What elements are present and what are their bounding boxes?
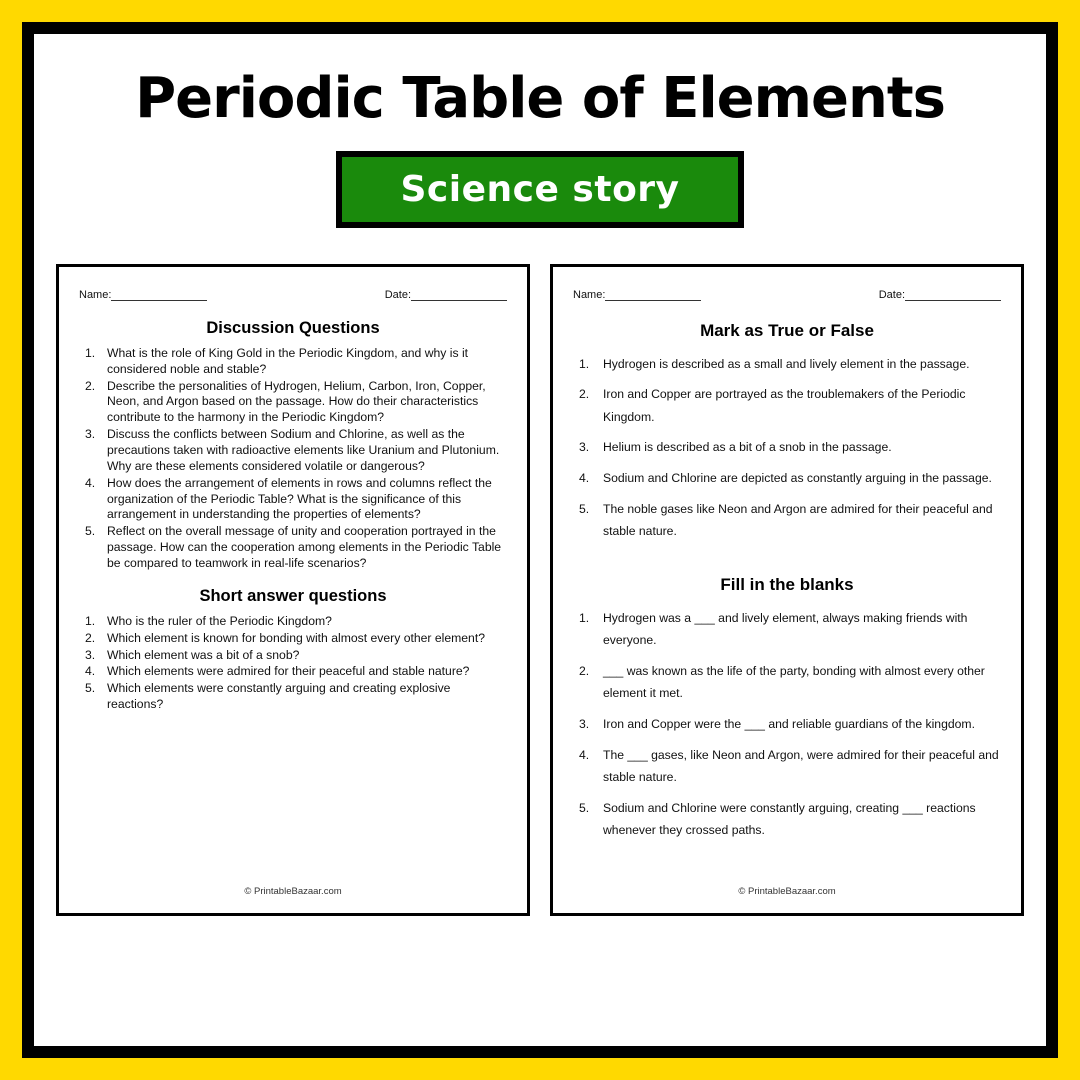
section-spacer-right — [573, 551, 1001, 569]
date-label-right: Date: — [878, 288, 905, 301]
worksheets-row — [56, 264, 1024, 916]
worksheet-right — [550, 264, 1024, 916]
name-date-row-left — [79, 289, 507, 301]
list-item: Which elements were constantly arguing and creating explosive reactions? — [107, 681, 451, 712]
list-item: The noble gases like Neon and Argon are admired for their peaceful and stable nature. — [603, 501, 993, 539]
list-item: Which element is known for bonding with almost every other element? — [107, 630, 485, 645]
footer-credit-right: © PrintableBazaar.com — [738, 885, 836, 897]
list-item: Which elements were admired for their peaceful and stable nature? — [107, 664, 470, 679]
name-blank-line-right — [605, 291, 701, 301]
date-field-right — [879, 289, 1001, 301]
subtitle-badge — [336, 151, 743, 228]
list-item: Helium is described as a bit of a snob in the passage. — [603, 440, 892, 455]
date-label-left: Date: — [384, 288, 411, 301]
name-label-left: Name: — [79, 288, 112, 301]
list-item: Sodium and Chlorine were constantly arguing, creating ___ reactions whenever they crossed paths. — [603, 800, 976, 838]
page-title: Periodic Table of Elements — [135, 66, 945, 131]
list-item: Which element was a bit of a snob? — [107, 647, 300, 662]
list-item: Who is the ruler of the Periodic Kingdom? — [107, 613, 332, 628]
section-heading-short-answer: Short answer questions — [199, 586, 387, 605]
list-item: Describe the personalities of Hydrogen, Helium, Carbon, Iron, Copper, Neon, and Argon based on the passage. How do their characteristics contribute to the harmony in the Periodic Kingdom? — [107, 378, 486, 425]
section-spacer-left — [79, 573, 507, 583]
subtitle-text: Science story — [400, 168, 680, 210]
name-field-left — [79, 289, 207, 301]
name-label-right: Name: — [573, 288, 606, 301]
list-item: Discuss the conflicts between Sodium and Chlorine, as well as the precautions taken with radioactive elements like Uranium and Plutonium. Why are these elements considered volatile or dangerous? — [107, 427, 500, 473]
date-blank-line-right — [905, 291, 1001, 301]
poster-inner-frame — [22, 22, 1058, 1058]
list-item: Hydrogen is described as a small and lively element in the passage. — [603, 356, 970, 371]
question-list-true-false — [573, 353, 1001, 551]
name-blank-line-left — [111, 291, 207, 301]
footer-credit-left: © PrintableBazaar.com — [244, 885, 342, 897]
question-list-discussion — [79, 346, 507, 573]
name-date-row-right — [573, 289, 1001, 301]
list-item: Iron and Copper were the ___ and reliable guardians of the kingdom. — [603, 716, 975, 731]
section-heading-fill-blanks: Fill in the blanks — [720, 574, 854, 594]
worksheet-left — [56, 264, 530, 916]
section-heading-discussion: Discussion Questions — [206, 318, 380, 337]
list-item: How does the arrangement of elements in rows and columns reflect the organization of the Periodic Table? What is the significance of this arrangement in understanding the properties of elements? — [107, 475, 492, 522]
name-field-right — [573, 289, 701, 301]
section-heading-true-false: Mark as True or False — [700, 320, 874, 340]
question-list-short-answer — [79, 614, 507, 714]
list-item: Sodium and Chlorine are depicted as constantly arguing in the passage. — [603, 471, 992, 486]
question-list-fill-blanks — [573, 607, 1001, 850]
list-item: Iron and Copper are portrayed as the troublemakers of the Periodic Kingdom. — [603, 387, 966, 424]
list-item: The ___ gases, like Neon and Argon, were admired for their peaceful and stable nature. — [603, 747, 999, 785]
list-item: Hydrogen was a ___ and lively element, always making friends with everyone. — [603, 610, 968, 648]
list-item: Reflect on the overall message of unity and cooperation portrayed in the passage. How can the cooperation among elements in the Periodic Table be compared to teamwork in real-life scenarios? — [107, 524, 502, 570]
list-item: What is the role of King Gold in the Periodic Kingdom, and why is it considered noble and stable? — [107, 345, 469, 376]
list-item: ___ was known as the life of the party, bonding with almost every other element it met. — [603, 663, 985, 701]
date-blank-line-left — [411, 291, 507, 301]
date-field-left — [385, 289, 507, 301]
